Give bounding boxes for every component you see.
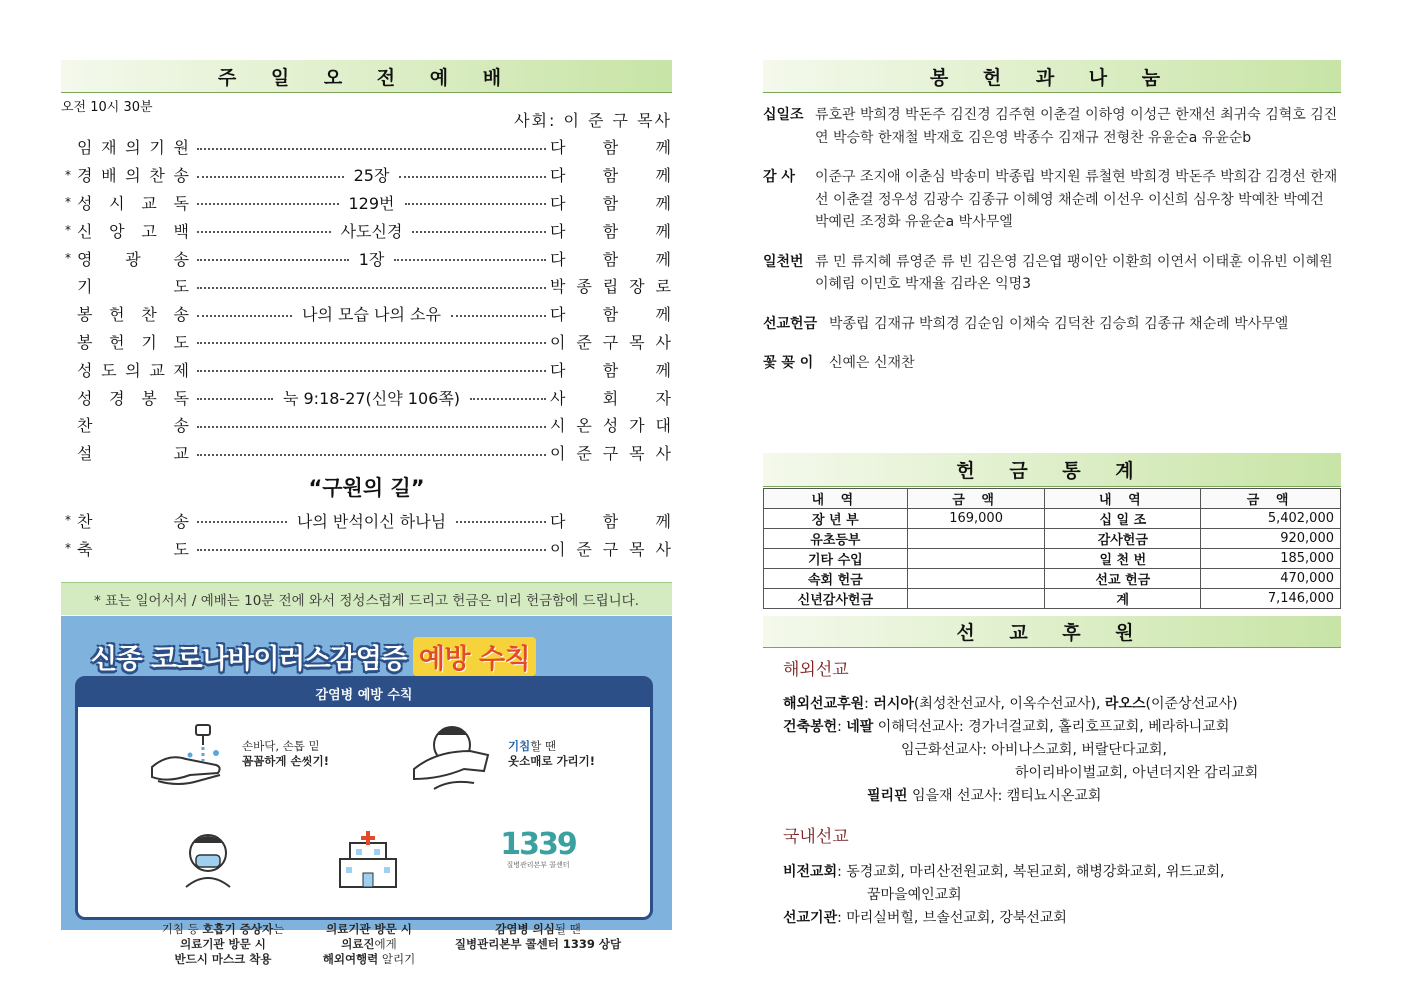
offering-group-label: 십일조	[763, 107, 804, 123]
order-of-service	[61, 133, 672, 562]
stats-title: 헌 금 통 계	[763, 453, 1341, 487]
dotted-leader	[197, 342, 546, 344]
stats-item-cell: 선교 헌금	[1045, 569, 1201, 589]
sermon-title: “구원의 길”	[308, 475, 425, 500]
building-line2: 임근화선교사: 아비나스교회, 버랄단다교회,	[901, 742, 1167, 758]
order-item-leader: 다 함 께	[550, 511, 671, 531]
stats-header-cell: 내 역	[764, 489, 908, 509]
dotted-leader	[451, 315, 546, 317]
order-item-leader: 이 준 구 목 사	[550, 332, 671, 352]
offering-list	[763, 104, 1341, 392]
order-item-name: 봉 헌 기 도	[77, 332, 189, 352]
order-item-name: 임 재 의 기 원	[77, 138, 189, 158]
stats-amount-cell	[907, 589, 1045, 609]
tip-hotline: 감염병 의심될 땐 질병관리본부 콜센터 1339 상담	[454, 922, 622, 951]
standing-mark: *	[65, 223, 71, 238]
standing-mark: *	[65, 251, 71, 266]
order-row	[61, 189, 672, 217]
order-item-leader: 다 함 께	[550, 138, 671, 158]
building-support: 건축봉헌: 네팔 이해덕선교사: 경가너걸교회, 홀리호프교회, 베라하니교회	[783, 719, 1230, 735]
tip-cough: 기침할 땐 옷소매로 가리기!	[508, 739, 596, 768]
stats-item-cell: 장 년 부	[764, 509, 908, 529]
stats-amount-cell: 920,000	[1201, 529, 1341, 549]
stats-header-row	[764, 489, 1341, 509]
dotted-leader	[197, 148, 546, 150]
hotline-logo	[478, 827, 598, 870]
missions-section	[783, 655, 1341, 930]
order-item-name: 축 도	[77, 539, 189, 559]
offering-group-names: 류 민 류지혜 류영준 류 빈 김은영 김은엽 팽이안 이환희 이연서 이태훈 이유빈 이혜원 이혜림 이민호 박재율 김라온 익명3	[815, 253, 1333, 292]
covid-prevention-poster	[61, 616, 672, 966]
order-row	[61, 244, 672, 272]
presider: 사회: 이 준 구 목사	[514, 111, 672, 130]
stats-amount-cell: 470,000	[1201, 569, 1341, 589]
stats-amount-cell	[907, 549, 1045, 569]
order-row	[61, 272, 672, 300]
vision-churches: 비전교회: 동경교회, 마리산전원교회, 복된교회, 해병강화교회, 위드교회,	[783, 864, 1225, 880]
order-row	[61, 383, 672, 411]
order-item-detail: 129번	[348, 193, 395, 213]
order-item-detail: 1장	[358, 249, 385, 269]
stats-item-cell: 기타 수입	[764, 549, 908, 569]
dotted-leader	[197, 398, 273, 400]
left-column	[61, 60, 672, 966]
offering-group-names: 신예은 신재찬	[829, 355, 915, 371]
order-item-name: 찬 송	[77, 511, 189, 531]
poster-title-main: 신종 코로나바이러스감염증	[91, 643, 407, 675]
offering-group	[763, 166, 1341, 234]
order-item-detail: 사도신경	[340, 221, 403, 241]
worship-title: 주 일 오 전 예 배	[61, 60, 672, 93]
order-item-name: 봉 헌 찬 송	[77, 305, 189, 325]
order-row	[61, 507, 672, 535]
mission-orgs: 선교기관: 마리실버힐, 브솔선교회, 강북선교회	[783, 910, 1067, 926]
stats-item-cell: 계	[1045, 589, 1201, 609]
order-item-detail: 나의 모습 나의 소유	[302, 305, 441, 325]
philippines-support: 필리핀 임을재 선교사: 캠티뇨시온교회	[867, 788, 1102, 804]
mask-icon	[178, 829, 238, 887]
order-item-name: 성 도 의 교 제	[77, 360, 189, 380]
stats-header-cell: 금 액	[907, 489, 1045, 509]
offering-group-label: 꽃 꽂 이	[763, 355, 814, 371]
stats-row	[764, 509, 1341, 529]
offering-group-names: 류호관 박희경 박돈주 김진경 김주현 이춘걸 이하영 이성근 한재선 최귀숙 김혁호 김진연 박승학 한재철 박재호 김은영 박종수 김재규 전형찬 유윤순a 유윤순b	[815, 107, 1338, 146]
vision-line2: 꿈마을예인교회	[867, 887, 962, 903]
right-column	[763, 60, 1341, 926]
dotted-leader	[197, 287, 546, 289]
order-row	[61, 300, 672, 328]
order-item-leader: 다 함 께	[550, 166, 672, 186]
tip-handwash: 손바닥, 손톱 밑 꼼꼼하게 손씻기!	[242, 739, 330, 768]
standing-mark: *	[65, 513, 71, 528]
dotted-leader	[456, 521, 546, 523]
stats-header-cell: 내 역	[1045, 489, 1201, 509]
stats-row	[764, 529, 1341, 549]
hospital-icon	[336, 829, 400, 889]
stats-row	[764, 549, 1341, 569]
stats-amount-cell: 169,000	[907, 509, 1045, 529]
standing-mark: *	[65, 541, 71, 556]
poster-card	[75, 676, 653, 966]
order-row	[61, 161, 672, 189]
cough-sleeve-icon	[408, 719, 494, 795]
domestic-title: 국내선교	[783, 827, 849, 847]
dotted-leader	[197, 521, 287, 523]
dotted-leader	[412, 231, 546, 233]
dotted-leader	[197, 231, 331, 233]
poster-title-highlight: 예방 수칙	[413, 637, 536, 676]
order-row	[61, 355, 672, 383]
tip-mask: 기침 등 호흡기 증상자는 의료기관 방문 시 반드시 마스크 착용	[161, 922, 285, 966]
overseas-support: 해외선교후원: 러시아(최성찬선교사, 이옥수선교사), 라오스(이준상선교사)	[783, 696, 1238, 712]
hotline-number: 1339	[500, 827, 576, 862]
stats-amount-cell	[907, 569, 1045, 589]
stats-header-cell: 금 액	[1201, 489, 1341, 509]
stats-item-cell: 십 일 조	[1045, 509, 1201, 529]
service-time: 오전 10시 30분	[61, 100, 153, 115]
offering-group	[763, 313, 1341, 336]
dotted-leader	[197, 454, 546, 456]
stats-amount-cell	[907, 529, 1045, 549]
order-item-name: 영 광 송	[77, 249, 189, 269]
offering-group	[763, 104, 1341, 149]
order-row	[61, 534, 672, 562]
dotted-leader	[470, 398, 546, 400]
order-item-name: 기 도	[77, 277, 189, 297]
offering-group-label: 감 사	[763, 169, 795, 185]
card-title: 감염병 예방 수칙	[78, 679, 650, 707]
order-row	[61, 216, 672, 244]
stats-item-cell: 신년감사헌금	[764, 589, 908, 609]
offering-group-label: 선교헌금	[763, 315, 818, 332]
order-row	[61, 411, 672, 439]
building-line3: 하이리바이벌교회, 아년더지완 감리교회	[1015, 765, 1259, 781]
order-item-leader: 다 함 께	[550, 193, 671, 213]
dotted-leader	[197, 315, 292, 317]
stats-item-cell: 감사헌금	[1045, 529, 1201, 549]
missions-title: 선 교 후 원	[763, 616, 1341, 648]
order-item-name: 찬 송	[77, 416, 189, 436]
order-item-leader: 다 함 께	[550, 305, 671, 325]
order-row	[61, 328, 672, 356]
offering-title: 봉 헌 과 나 눔	[763, 60, 1341, 93]
stats-item-cell: 유초등부	[764, 529, 908, 549]
order-item-name: 성 경 봉 독	[77, 388, 189, 408]
offering-group-label: 일천번	[763, 253, 804, 270]
order-item-detail: 눅 9:18-27(신약 106쪽)	[282, 388, 461, 408]
dotted-leader	[399, 176, 546, 178]
stats-amount-cell: 5,402,000	[1201, 509, 1341, 529]
order-item-leader: 다 함 께	[550, 360, 671, 380]
worship-notice: * 표는 일어서서 / 예배는 10분 전에 와서 정성스럽게 드리고 헌금은 미리 헌금함에 드립니다.	[61, 582, 672, 615]
order-item-leader: 이 준 구 목 사	[550, 444, 671, 464]
stats-item-cell: 속회 헌금	[764, 569, 908, 589]
poster-title	[91, 636, 536, 676]
overseas-title: 해외선교	[783, 660, 849, 680]
offering-group-names: 박종립 김재규 박희경 김순임 이채숙 김덕찬 김승희 김종규 채순례 박사무엘	[829, 315, 1289, 332]
order-row	[61, 133, 672, 161]
stats-item-cell: 일 천 번	[1045, 549, 1201, 569]
offering-stats-table	[763, 488, 1341, 609]
order-item-leader: 이 준 구 목 사	[550, 539, 671, 559]
dotted-leader	[197, 203, 339, 205]
dotted-leader	[197, 370, 546, 372]
order-row	[61, 439, 672, 467]
dotted-leader	[197, 176, 344, 178]
stats-row	[764, 569, 1341, 589]
dotted-leader	[197, 549, 546, 551]
order-item-name: 신 앙 고 백	[77, 221, 189, 241]
dotted-leader	[394, 259, 546, 261]
order-item-leader: 시 온 성 가 대	[550, 416, 671, 436]
order-item-leader: 다 함 께	[550, 221, 672, 241]
standing-mark: *	[65, 167, 71, 182]
order-item-detail: 나의 반석이신 하나님	[296, 511, 447, 531]
order-item-name: 경 배 의 찬 송	[77, 166, 189, 186]
tip-hospital: 의료기관 방문 시 의료진에게 해외여행력 알리기	[322, 922, 416, 966]
offering-group	[763, 251, 1341, 296]
offering-group-names: 이준구 조지애 이춘심 박송미 박종립 박지원 류철현 박희경 박돈주 박희감 김경선 한재선 이춘걸 정우성 김광수 김종규 이혜영 채순례 이선우 이신희 심우창 박예찬 박예건 박예린 조정화 유윤순a 박사무엘	[815, 169, 1338, 230]
order-item-leader: 다 함 께	[550, 249, 672, 269]
stats-amount-cell: 185,000	[1201, 549, 1341, 569]
standing-mark: *	[65, 195, 71, 210]
stats-row	[764, 589, 1341, 609]
order-item-detail: 25장	[353, 166, 390, 186]
handwash-icon	[146, 723, 232, 789]
dotted-leader	[197, 426, 546, 428]
dotted-leader	[197, 259, 349, 261]
order-item-name: 성 시 교 독	[77, 193, 189, 213]
hotline-caption: 질병관리본부 콜센터	[506, 861, 570, 869]
order-item-leader: 박 종 립 장 로	[550, 277, 671, 297]
order-item-leader: 사 회 자	[550, 388, 671, 408]
offering-group	[763, 352, 1341, 375]
dotted-leader	[405, 203, 547, 205]
order-item-name: 설 교	[77, 444, 189, 464]
stats-amount-cell: 7,146,000	[1201, 589, 1341, 609]
